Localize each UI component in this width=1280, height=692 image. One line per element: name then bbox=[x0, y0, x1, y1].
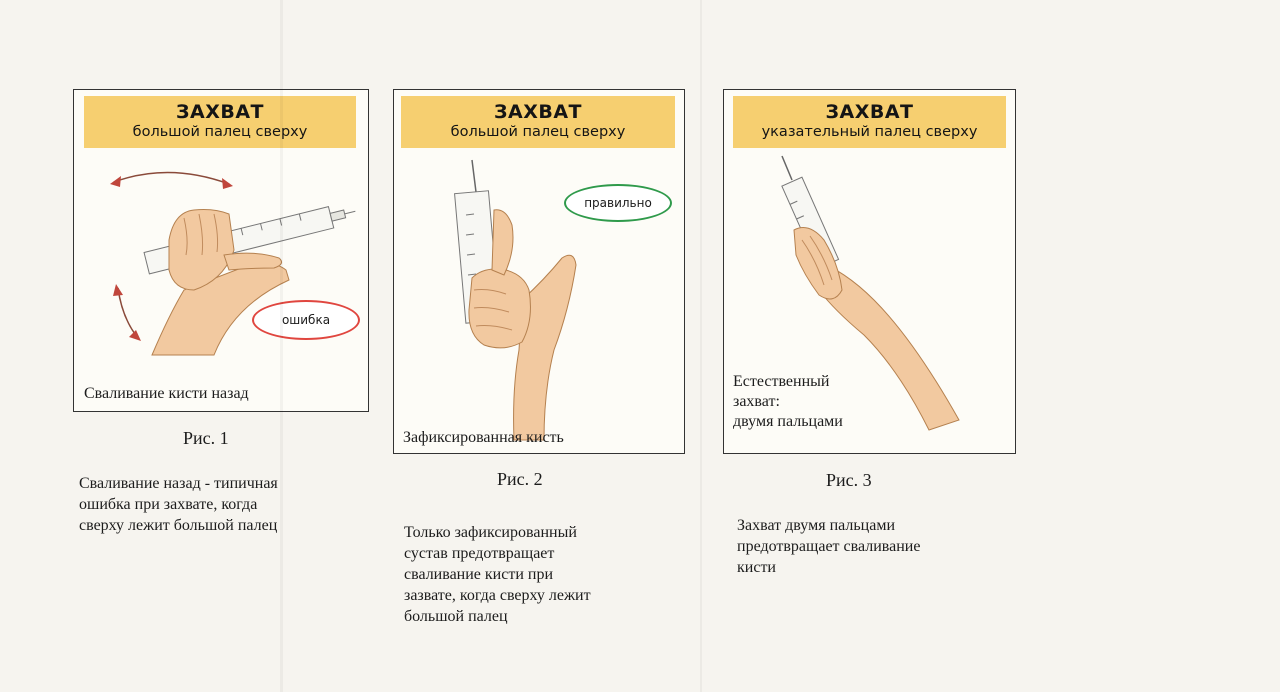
figure-3-description-line: кисти bbox=[737, 559, 776, 576]
figure-2-hand-illustration bbox=[394, 90, 684, 453]
figure-3-banner-title: ЗАХВАТ bbox=[825, 101, 914, 123]
figure-3-inner-caption-line: двумя пальцами bbox=[733, 413, 843, 430]
figure-2-inner-caption: Зафиксированная кисть bbox=[403, 429, 564, 446]
figure-1-banner-title: ЗАХВАТ bbox=[176, 101, 264, 123]
figure-1-inner-caption: Сваливание кисти назад bbox=[84, 385, 249, 402]
figure-1-description-line: сверху лежит большой палец bbox=[79, 517, 278, 534]
figure-1-description-line: Сваливание назад - типичная bbox=[79, 475, 278, 492]
figure-2-panel bbox=[393, 89, 685, 454]
figure-2-correct-badge: правильно bbox=[564, 184, 672, 222]
figure-3-description bbox=[737, 515, 920, 578]
figure-3-banner-subtitle: указательный палец сверху bbox=[761, 124, 978, 140]
figure-1-description-line: ошибка при захвате, когда bbox=[79, 496, 258, 513]
figure-1-hand-illustration bbox=[74, 90, 368, 411]
figure-3-inner-caption-line: захват: bbox=[733, 393, 780, 410]
figure-2-description bbox=[404, 522, 591, 627]
figure-2-description-line: зазвате, когда сверху лежит bbox=[404, 587, 591, 604]
scan-artifact bbox=[280, 0, 283, 692]
figure-3-number: Рис. 3 bbox=[826, 470, 872, 490]
figure-1-number: Рис. 1 bbox=[183, 428, 229, 448]
figure-2-number: Рис. 2 bbox=[497, 469, 543, 489]
figure-2-description-line: большой палец bbox=[404, 608, 508, 625]
figure-2-banner-subtitle: большой палец сверху bbox=[450, 124, 626, 140]
figure-1-banner-subtitle: большой палец сверху bbox=[132, 124, 308, 140]
figure-1-panel bbox=[73, 89, 369, 412]
figure-3-inner-caption-line: Естественный bbox=[733, 373, 830, 390]
figure-2-description-line: сваливание кисти при bbox=[404, 566, 554, 583]
figure-3-description-line: Захват двумя пальцами bbox=[737, 517, 895, 534]
figure-3-description-line: предотвращает сваливание bbox=[737, 538, 921, 555]
scan-artifact bbox=[700, 0, 702, 692]
figure-1-description bbox=[79, 473, 278, 536]
figure-3-inner-caption bbox=[733, 372, 843, 432]
figure-2-banner-title: ЗАХВАТ bbox=[494, 101, 582, 123]
figure-2-description-line: Только зафиксированный bbox=[404, 524, 577, 541]
figure-3-panel bbox=[723, 89, 1016, 454]
figure-2-description-line: сустав предотвращает bbox=[404, 545, 555, 562]
figure-1-error-badge: ошибка bbox=[252, 300, 360, 340]
